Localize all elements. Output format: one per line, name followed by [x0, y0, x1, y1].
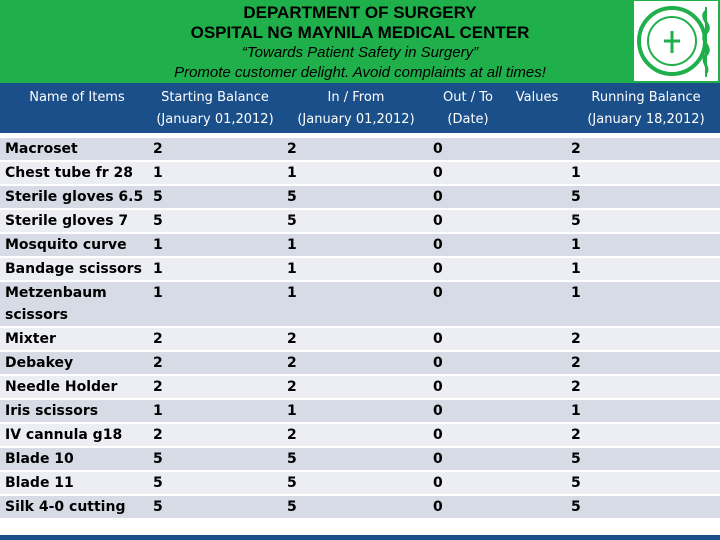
cell-out: 0 — [428, 400, 500, 422]
cell-out: 0 — [428, 328, 500, 350]
table-header — [0, 83, 720, 133]
cell-values — [500, 376, 566, 398]
cell-in: 1 — [282, 162, 428, 184]
cell-start: 2 — [148, 376, 282, 398]
cell-in: 5 — [282, 186, 428, 208]
cell-name: Mixter — [0, 328, 148, 350]
col-out-to: Out / To — [443, 90, 493, 105]
table-row — [0, 328, 720, 350]
cell-values — [500, 352, 566, 374]
col-out-to-date: (Date) — [447, 112, 489, 127]
cell-running: 2 — [566, 376, 720, 398]
cell-out: 0 — [428, 162, 500, 184]
cell-running: 1 — [566, 234, 720, 256]
cell-values — [500, 282, 566, 326]
cell-out: 0 — [428, 282, 500, 326]
cell-values — [500, 138, 566, 160]
cell-name: Blade 11 — [0, 472, 148, 494]
cell-values — [500, 424, 566, 446]
table-row — [0, 472, 720, 494]
cell-in: 2 — [282, 376, 428, 398]
table-row — [0, 138, 720, 160]
cell-start: 5 — [148, 186, 282, 208]
department-title: DEPARTMENT OF SURGERY — [243, 3, 477, 22]
cell-out: 0 — [428, 352, 500, 374]
cell-start: 1 — [148, 400, 282, 422]
cell-running: 1 — [566, 282, 720, 326]
cell-name: Metzenbaum scissors — [0, 282, 148, 326]
col-in-from-date: (January 01,2012) — [297, 112, 415, 127]
cell-out: 0 — [428, 496, 500, 518]
cell-in: 1 — [282, 258, 428, 280]
seal-logo-icon — [634, 1, 718, 81]
cell-name: Silk 4-0 cutting — [0, 496, 148, 518]
table-row — [0, 258, 720, 280]
col-running-balance-date: (January 18,2012) — [587, 112, 705, 127]
cell-values — [500, 472, 566, 494]
col-name-of-items: Name of Items — [29, 90, 125, 105]
tagline: Promote customer delight. Avoid complaints at all times! — [174, 64, 546, 81]
cell-running: 2 — [566, 138, 720, 160]
cell-start: 2 — [148, 328, 282, 350]
table-row — [0, 376, 720, 398]
table-row — [0, 210, 720, 232]
cell-in: 1 — [282, 282, 428, 326]
cell-out: 0 — [428, 210, 500, 232]
cell-running: 5 — [566, 496, 720, 518]
cell-start: 2 — [148, 424, 282, 446]
cell-values — [500, 210, 566, 232]
table-row — [0, 186, 720, 208]
cell-name: Blade 10 — [0, 448, 148, 470]
col-values: Values — [515, 90, 559, 105]
cell-out: 0 — [428, 424, 500, 446]
cell-in: 2 — [282, 424, 428, 446]
cell-start: 5 — [148, 210, 282, 232]
cell-start: 1 — [148, 234, 282, 256]
header-banner — [0, 0, 720, 83]
cell-start: 1 — [148, 282, 282, 326]
cell-running: 1 — [566, 400, 720, 422]
table-row — [0, 234, 720, 256]
cell-values — [500, 328, 566, 350]
cell-start: 5 — [148, 496, 282, 518]
cell-name: IV cannula g18 — [0, 424, 148, 446]
cell-in: 5 — [282, 448, 428, 470]
cell-values — [500, 258, 566, 280]
cell-values — [500, 448, 566, 470]
cell-start: 5 — [148, 472, 282, 494]
cell-running: 2 — [566, 352, 720, 374]
cell-out: 0 — [428, 376, 500, 398]
cell-name: Debakey — [0, 352, 148, 374]
col-starting-balance-date: (January 01,2012) — [156, 112, 274, 127]
col-in-from: In / From — [327, 90, 385, 105]
bottom-bar — [0, 535, 720, 540]
cell-values — [500, 400, 566, 422]
table-row — [0, 282, 720, 326]
cell-out: 0 — [428, 258, 500, 280]
cell-running: 5 — [566, 448, 720, 470]
cell-running: 5 — [566, 210, 720, 232]
cell-in: 2 — [282, 138, 428, 160]
cell-values — [500, 162, 566, 184]
cell-in: 1 — [282, 400, 428, 422]
cell-out: 0 — [428, 234, 500, 256]
cell-start: 1 — [148, 162, 282, 184]
col-running-balance: Running Balance — [591, 90, 701, 105]
table-row — [0, 496, 720, 518]
cell-running: 1 — [566, 162, 720, 184]
cell-running: 5 — [566, 472, 720, 494]
cell-values — [500, 186, 566, 208]
cell-name: Macroset — [0, 138, 148, 160]
cell-in: 5 — [282, 496, 428, 518]
table-row — [0, 424, 720, 446]
inventory-table — [0, 136, 720, 520]
cell-out: 0 — [428, 138, 500, 160]
cell-running: 2 — [566, 328, 720, 350]
cell-in: 2 — [282, 328, 428, 350]
cell-in: 2 — [282, 352, 428, 374]
cell-running: 5 — [566, 186, 720, 208]
cell-name: Needle Holder — [0, 376, 148, 398]
table-row — [0, 162, 720, 184]
cell-name: Sterile gloves 6.5 — [0, 186, 148, 208]
cell-name: Mosquito curve — [0, 234, 148, 256]
table-row — [0, 352, 720, 374]
cell-values — [500, 496, 566, 518]
cell-start: 2 — [148, 138, 282, 160]
table-row — [0, 400, 720, 422]
cell-start: 5 — [148, 448, 282, 470]
motto: “Towards Patient Safety in Surgery” — [241, 44, 479, 61]
cell-running: 2 — [566, 424, 720, 446]
cell-out: 0 — [428, 472, 500, 494]
cell-in: 5 — [282, 472, 428, 494]
hospital-name: OSPITAL NG MAYNILA MEDICAL CENTER — [190, 23, 530, 42]
cell-out: 0 — [428, 448, 500, 470]
cell-name: Chest tube fr 28 — [0, 162, 148, 184]
cell-start: 2 — [148, 352, 282, 374]
table-row — [0, 448, 720, 470]
cell-in: 1 — [282, 234, 428, 256]
cell-start: 1 — [148, 258, 282, 280]
cell-running: 1 — [566, 258, 720, 280]
cell-name: Iris scissors — [0, 400, 148, 422]
col-starting-balance: Starting Balance — [161, 90, 269, 105]
cell-values — [500, 234, 566, 256]
cell-name: Sterile gloves 7 — [0, 210, 148, 232]
cell-name: Bandage scissors — [0, 258, 148, 280]
cell-out: 0 — [428, 186, 500, 208]
cell-in: 5 — [282, 210, 428, 232]
